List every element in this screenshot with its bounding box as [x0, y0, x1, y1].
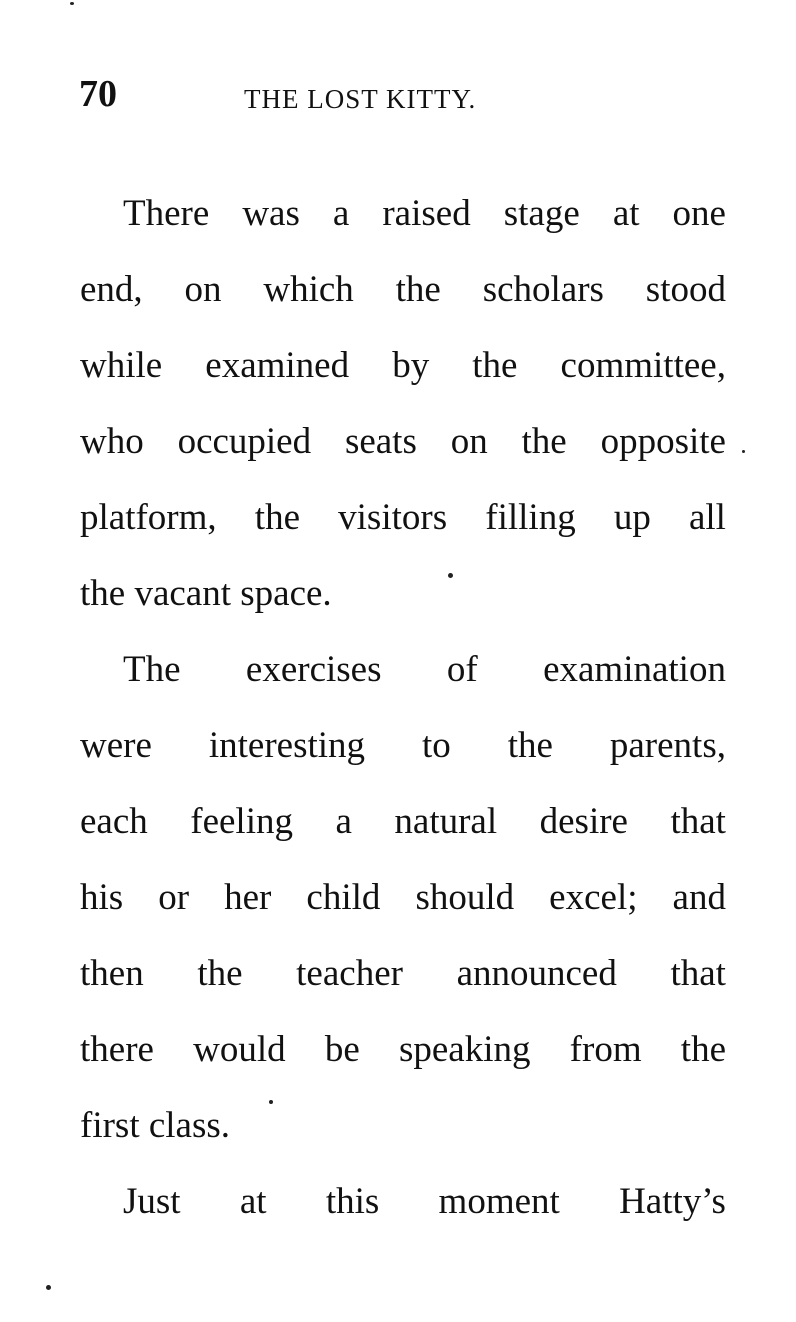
- word: opposite: [600, 421, 726, 462]
- running-title: THE LOST KITTY.: [244, 84, 477, 114]
- word: vacant: [134, 573, 231, 614]
- text-line: [80, 188, 726, 264]
- word: scholars: [482, 269, 604, 310]
- word: of: [446, 649, 478, 690]
- page-number: 70: [79, 73, 117, 115]
- word: Just: [123, 1181, 181, 1222]
- word: filling: [485, 497, 576, 538]
- word: which: [263, 269, 354, 310]
- text-line: [80, 644, 726, 720]
- word: on: [184, 269, 222, 310]
- word: from: [569, 1029, 642, 1070]
- word: end,: [80, 269, 143, 310]
- print-speck: [46, 1285, 51, 1290]
- word: the: [472, 345, 518, 386]
- word: natural: [394, 801, 498, 842]
- word: up: [613, 497, 651, 538]
- print-speck: [448, 573, 453, 578]
- word: space.: [240, 573, 332, 614]
- text-line: [80, 1176, 726, 1252]
- word: desire: [539, 801, 628, 842]
- word: the: [197, 953, 243, 994]
- word: announced: [456, 953, 617, 994]
- word: Hatty’s: [619, 1181, 726, 1222]
- word: the: [395, 269, 441, 310]
- word: moment: [438, 1181, 560, 1222]
- word: the: [80, 573, 126, 614]
- text-line: [80, 1024, 726, 1100]
- word: There: [123, 193, 210, 234]
- word: occupied: [177, 421, 312, 462]
- word: on: [450, 421, 488, 462]
- word: child: [306, 877, 381, 918]
- word: the: [521, 421, 567, 462]
- word: or: [158, 877, 190, 918]
- word: at: [239, 1181, 267, 1222]
- word: there: [80, 1029, 154, 1070]
- word: platform,: [80, 497, 217, 538]
- word: one: [672, 193, 726, 234]
- word: examined: [205, 345, 350, 386]
- word: first: [80, 1105, 140, 1146]
- word: then: [80, 953, 144, 994]
- word: that: [670, 953, 726, 994]
- word: his: [80, 877, 124, 918]
- text-line: [80, 340, 726, 416]
- word: that: [670, 801, 726, 842]
- word: the: [254, 497, 300, 538]
- print-speck: [70, 2, 74, 5]
- word: speaking: [398, 1029, 531, 1070]
- word: and: [672, 877, 726, 918]
- word: to: [421, 725, 451, 766]
- text-line: [80, 720, 726, 796]
- word: would: [193, 1029, 286, 1070]
- word: class.: [148, 1105, 231, 1146]
- word: stood: [645, 269, 726, 310]
- text-line: [80, 872, 726, 948]
- word: should: [415, 877, 515, 918]
- word: stage: [503, 193, 580, 234]
- word: committee,: [560, 345, 726, 386]
- word: who: [80, 421, 144, 462]
- word: parents,: [609, 725, 726, 766]
- print-speck: [742, 450, 745, 453]
- word: examination: [543, 649, 726, 690]
- text-line: [80, 1100, 726, 1176]
- word: a: [332, 193, 350, 234]
- word: at: [612, 193, 640, 234]
- word: each: [80, 801, 148, 842]
- text-line: [80, 568, 726, 644]
- word: raised: [382, 193, 471, 234]
- word: teacher: [296, 953, 403, 994]
- word: feeling: [190, 801, 293, 842]
- text-line: [80, 948, 726, 1024]
- word: exercises: [245, 649, 382, 690]
- text-line: [80, 492, 726, 568]
- text-line: [80, 796, 726, 872]
- word: the: [680, 1029, 726, 1070]
- print-speck: [269, 1100, 273, 1104]
- page-header: [0, 72, 796, 122]
- word: her: [224, 877, 272, 918]
- text-line: [80, 416, 726, 492]
- word: a: [335, 801, 352, 842]
- word: by: [392, 345, 430, 386]
- word: interesting: [208, 725, 366, 766]
- text-line: [80, 264, 726, 340]
- body-text: [80, 188, 726, 1252]
- word: excel;: [549, 877, 638, 918]
- word: was: [242, 193, 300, 234]
- word: The: [123, 649, 181, 690]
- word: be: [324, 1029, 360, 1070]
- word: visitors: [338, 497, 448, 538]
- word: while: [80, 345, 163, 386]
- word: the: [507, 725, 553, 766]
- word: seats: [344, 421, 417, 462]
- word: this: [325, 1181, 380, 1222]
- word: all: [688, 497, 726, 538]
- word: were: [80, 725, 152, 766]
